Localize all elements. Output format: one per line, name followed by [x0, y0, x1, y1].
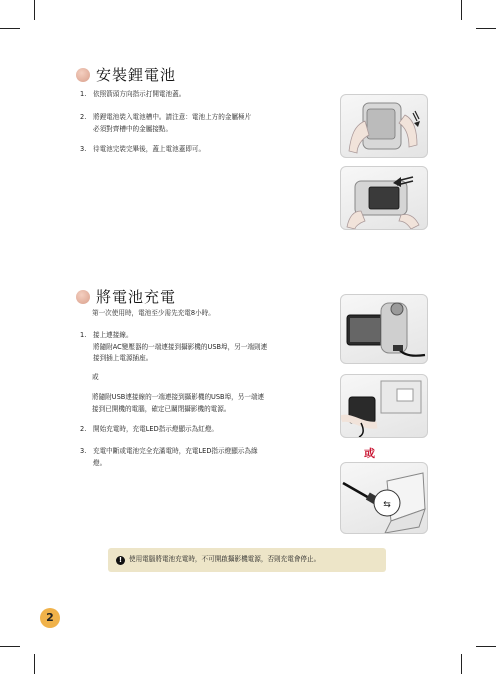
section-heading-charge-battery: [76, 286, 176, 307]
intro-text: 第一次使用時，電池至少需先充電8小時。: [92, 309, 215, 317]
photo-camera-usb-connection: [340, 294, 428, 364]
section-title: 安裝鋰電池: [96, 66, 177, 84]
list-item: 2. 將鋰電池裝入電池槽中。請注意：電池上方的金屬極片 必須對齊槽中的金屬接點。: [80, 113, 252, 133]
photo-ac-adapter: [340, 374, 428, 438]
crop-mark: [476, 646, 496, 647]
warning-note: [108, 548, 386, 572]
exclamation-icon: !: [116, 556, 125, 565]
or-text: 或: [92, 373, 99, 381]
crop-mark: [0, 646, 20, 647]
list-item: 1. 依照箭頭方向指示打開電池蓋。: [80, 90, 186, 98]
photo-usb-computer: [340, 462, 428, 534]
photo-open-battery-cover: [340, 94, 428, 158]
alt-instruction: 將隨附USB連接線的一端連接到攝影機的USB埠，另一端連 接到已開機的電腦，確定已關閉攝影機的電源。: [92, 393, 265, 413]
photo-insert-battery: [340, 166, 428, 230]
note-text: 使用電腦將電池充電時，不可開啟攝影機電源，否則充電會停止。: [129, 555, 321, 564]
list-item: 3. 待電池完裝完畢後，蓋上電池蓋即可。: [80, 145, 206, 153]
bullet-icon: [76, 68, 90, 82]
page-number-badge: 2: [40, 608, 60, 628]
crop-mark: [34, 0, 35, 20]
or-label: 或: [364, 447, 375, 460]
crop-mark: [461, 654, 462, 674]
list-item: 3. 充電中斷或電池完全充滿電時，充電LED指示燈顯示為綠 燈。: [80, 447, 258, 467]
section-title: 將電池充電: [96, 288, 177, 306]
crop-mark: [34, 654, 35, 674]
section-heading-install-battery: [76, 64, 176, 85]
crop-mark: [476, 28, 496, 29]
list-item: 1. 接上連接線。 將隨附AC變壓器的一端連接到攝影機的USB埠，另一端則連 接到插上電源插座。: [80, 331, 268, 362]
bullet-icon: [76, 290, 90, 304]
crop-mark: [0, 28, 20, 29]
crop-mark: [461, 0, 462, 20]
svg-text:⇆: ⇆: [383, 500, 391, 510]
list-item: 2. 開始充電時，充電LED指示燈顯示為紅燈。: [80, 425, 219, 433]
